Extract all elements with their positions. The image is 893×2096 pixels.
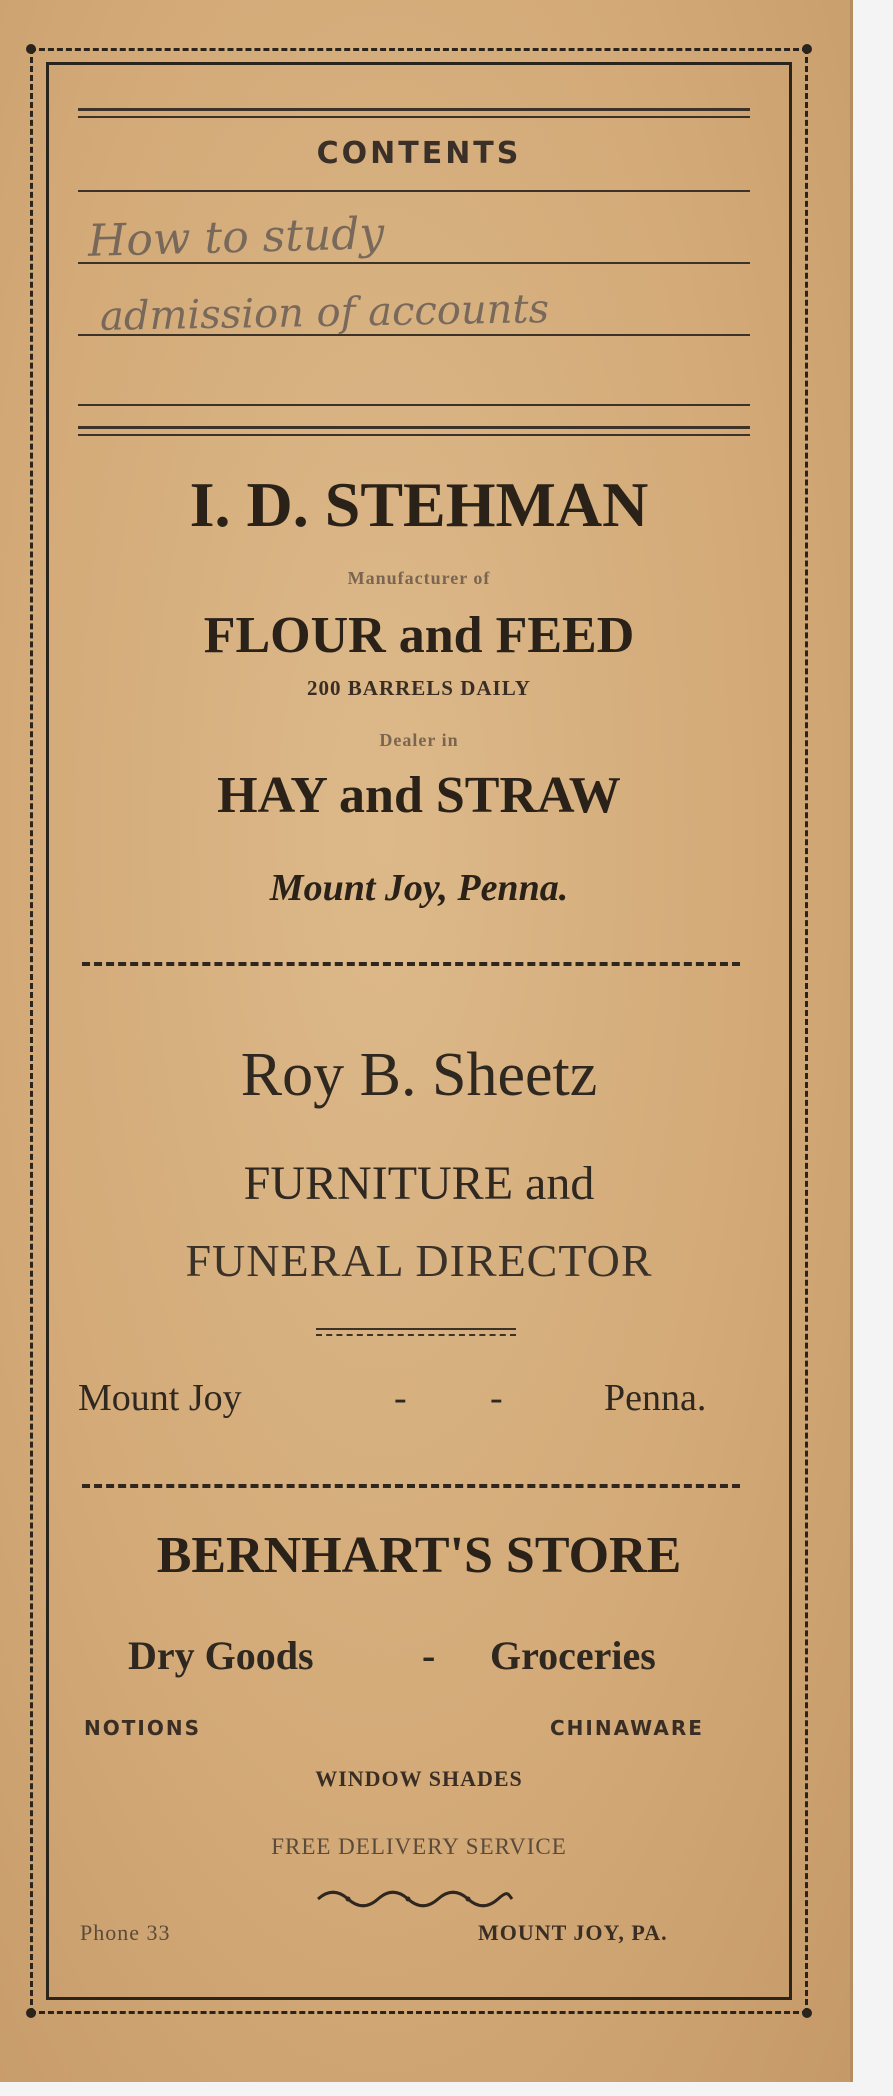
contents-top-rule xyxy=(78,108,750,111)
stehman-dealer-product: HAY and STRAW xyxy=(217,767,621,824)
sheetz-name: Roy B. Sheetz xyxy=(240,1041,598,1109)
stehman-product: FLOUR and FEED xyxy=(203,607,635,664)
bernhart-window-shades: WINDOW SHADES xyxy=(315,1766,523,1791)
bernhart-name: BERNHART'S STORE xyxy=(156,1527,682,1584)
bernhart-chinaware: CHINAWARE xyxy=(550,1716,704,1740)
handwritten-note-line1: How to study xyxy=(87,208,385,267)
bernhart-address: MOUNT JOY, PA. xyxy=(478,1920,668,1945)
stehman-capacity: 200 BARRELS DAILY xyxy=(307,676,531,700)
contents-top-rule-2 xyxy=(78,116,750,118)
sheetz-town: Mount Joy xyxy=(78,1377,242,1419)
section-divider xyxy=(82,962,740,966)
sheetz-line2: FUNERAL DIRECTOR xyxy=(185,1235,653,1286)
bernhart-goods-left: Dry Goods xyxy=(128,1633,314,1678)
stehman-manufacturer-of: Manufacturer of xyxy=(347,568,491,588)
sheetz-dash-1: - xyxy=(394,1377,407,1419)
corner-ornament xyxy=(26,2008,36,2018)
corner-ornament xyxy=(802,2008,812,2018)
bernhart-delivery: FREE DELIVERY SERVICE xyxy=(271,1834,567,1859)
inner-solid-border xyxy=(46,62,792,2000)
stehman-name: I. D. STEHMAN xyxy=(189,469,649,540)
corner-ornament xyxy=(802,44,812,54)
writing-line xyxy=(78,404,750,406)
bernhart-goods-right: Groceries xyxy=(490,1633,656,1678)
bernhart-notions: NOTIONS xyxy=(84,1716,201,1740)
writing-line xyxy=(78,190,750,192)
sheetz-line1: FURNITURE and xyxy=(243,1157,595,1210)
handwritten-note-line2: admission of accounts xyxy=(99,286,550,340)
stehman-location: Mount Joy, Penna. xyxy=(269,867,569,909)
contents-bottom-rule-2 xyxy=(78,434,750,436)
ornamental-flourish xyxy=(314,1890,514,1908)
stehman-dealer-in: Dealer in xyxy=(379,730,459,750)
sheetz-state: Penna. xyxy=(604,1377,707,1419)
corner-ornament xyxy=(26,44,36,54)
section-divider xyxy=(82,1484,740,1488)
bernhart-goods-sep: - xyxy=(422,1633,436,1678)
contents-bottom-rule xyxy=(78,426,750,429)
bernhart-phone: Phone 33 xyxy=(80,1920,171,1945)
sheetz-dash-2: - xyxy=(490,1377,503,1419)
contents-title: CONTENTS xyxy=(316,136,522,171)
short-double-rule xyxy=(316,1328,516,1336)
